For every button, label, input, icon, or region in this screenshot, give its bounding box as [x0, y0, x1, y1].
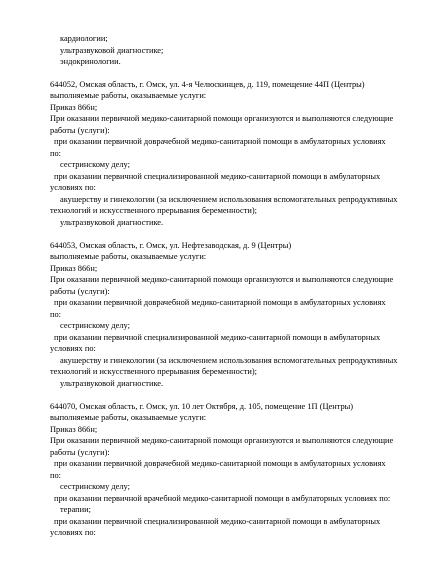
text-line: При оказании первичной медико-санитарной помощи организуются и выполняются следующие [50, 275, 394, 284]
text-line: условиях по: [50, 344, 96, 353]
text-line: акушерству и гинекологии (за исключением использования вспомогательных репродуктивных [60, 356, 398, 365]
text-line: условиях по: [50, 183, 96, 192]
text-line: 644070, Омская область, г. Омск, ул. 10 лет Октября, д. 105, помещение 1П (Центры) [50, 402, 354, 411]
text-line: 644052, Омская область, г. Омск, ул. 4-я Челюскинцев, д. 119, помещение 44П (Центры) [50, 80, 365, 89]
text-line: при оказании первичной специализированной медико-санитарной помощи в амбулаторных [54, 333, 381, 342]
text-line: сестринскому делу; [60, 321, 130, 330]
text-line: условиях по: [50, 528, 96, 537]
text-line: при оказании первичной врачебной медико-санитарной помощи в амбулаторных условиях по: [54, 494, 391, 503]
text-line: выполняемые работы, оказываемые услуги: [50, 91, 207, 100]
text-line: сестринскому делу; [60, 482, 130, 491]
text-line: ультразвуковой диагностике. [60, 218, 164, 227]
text-line: по: [50, 471, 61, 480]
text-line: при оказании первичной специализированной медико-санитарной помощи в амбулаторных [54, 517, 381, 526]
text-line: технологий и искусственного прерывания беременности); [50, 367, 257, 376]
text-line: Приказ 866н; [50, 425, 98, 434]
text-line: работы (услуги): [50, 126, 110, 135]
text-line: при оказании первичной доврачебной медико-санитарной помощи в амбулаторных условиях [54, 459, 386, 468]
text-line: акушерству и гинекологии (за исключением использования вспомогательных репродуктивных [60, 195, 398, 204]
text-line: при оказании первичной специализированной медико-санитарной помощи в амбулаторных [54, 172, 381, 181]
text-line: выполняемые работы, оказываемые услуги: [50, 252, 207, 261]
text-line: При оказании первичной медико-санитарной помощи организуются и выполняются следующие [50, 436, 394, 445]
text-line: выполняемые работы, оказываемые услуги: [50, 413, 207, 422]
text-line: при оказании первичной доврачебной медико-санитарной помощи в амбулаторных условиях [54, 298, 386, 307]
text-line: эндокринологии. [60, 57, 121, 66]
text-line: технологий и искусственного прерывания беременности); [50, 206, 257, 215]
text-line: При оказании первичной медико-санитарной помощи организуются и выполняются следующие [50, 114, 394, 123]
text-line: работы (услуги): [50, 448, 110, 457]
text-line: по: [50, 149, 61, 158]
text-line: 644053, Омская область, г. Омск, ул. Нефтезаводская, д. 9 (Центры) [50, 241, 292, 250]
text-line: при оказании первичной доврачебной медико-санитарной помощи в амбулаторных условиях [54, 137, 386, 146]
text-line: сестринскому делу; [60, 160, 130, 169]
text-line: кардиологии; [60, 34, 108, 43]
text-line: по: [50, 310, 61, 319]
text-line: Приказ 866н; [50, 103, 98, 112]
text-line: терапии; [60, 505, 91, 514]
text-line: Приказ 866н; [50, 264, 98, 273]
text-line: работы (услуги): [50, 287, 110, 296]
text-line: ультразвуковой диагностике; [60, 46, 164, 55]
text-line: ультразвуковой диагностике. [60, 379, 164, 388]
